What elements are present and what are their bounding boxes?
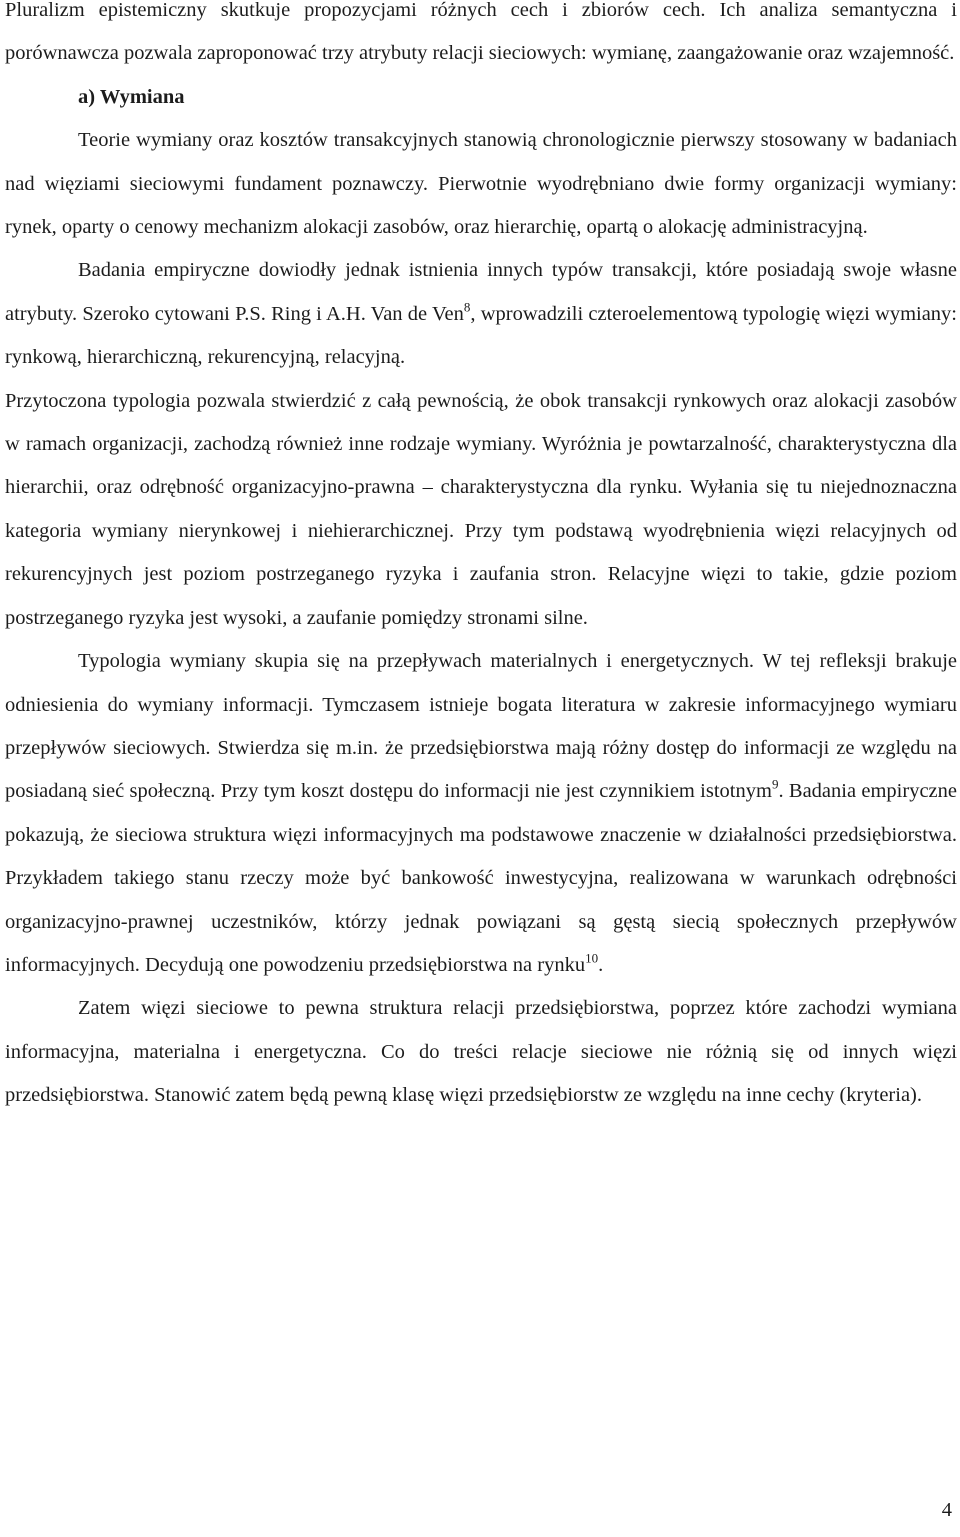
footnote-ref-9: 9	[771, 776, 779, 792]
paragraph-information-exchange	[5, 640, 957, 987]
paragraph-text: .	[598, 953, 604, 976]
paragraph-text: Typologia wymiany skupia się na przepływach materialnych i energetycznych. W tej refleksji brakuje odniesienia do wymiany informacji. Tymczasem istnieje bogata literatura w zakresie informacyjnego wymiaru przepływów sieciowych. Stwierdza się m.in. że przedsiębiorstwa mają różny dostęp do informacji ze względu na posiadaną sieć społeczną. Przy tym koszt dostępu do informacji nie jest czynnikiem istotnym	[5, 650, 957, 803]
paragraph-typology: Przytoczona typologia pozwala stwierdzić z całą pewnością, że obok transakcji rynkowych oraz alokacji zasobów w ramach organizacji, zachodzą również inne rodzaje wymiany. Wyróżnia je powtarzalność, charakterystyczna dla hierarchii, oraz odrębność organizacyjno-prawna – charakterystyczna dla rynku. Wyłania się tu niejednoznaczna kategoria wymiany nierynkowej i niehierarchicznej. Przy tym podstawą wyodrębnienia więzi relacyjnych od rekurencyjnych jest poziom postrzeganego ryzyka i zaufania stron. Relacyjne więzi to takie, gdzie poziom postrzeganego ryzyka jest wysoki, a zaufanie pomiędzy stronami silne.	[5, 389, 957, 629]
paragraph-text: , wprowadzili czteroelementową typologię więzi wymiany: rynkową, hierarchiczną, rekurencyjną, relacyjną.	[5, 302, 957, 369]
footnote-ref-8: 8	[463, 299, 471, 315]
paragraph-text: . Badania empiryczne pokazują, że sieciowa struktura więzi informacyjnych ma podstawowe znaczenie w działalności przedsiębiorstwa. Przykładem takiego stanu rzeczy może być bankowość inwestycyjna, realizowana w warunkach odrębności organizacyjno-prawnej uczestników, którzy jednak powiązani są gęstą siecią społecznych przepływów informacyjnych. Decydują one powodzeniu przedsiębiorstwa na rynku	[5, 780, 957, 976]
paragraph-empirical-research	[5, 249, 957, 379]
intro-paragraph: Pluralizm epistemiczny skutkuje propozycjami różnych cech i zbiorów cech. Ich analiza semantyczna i porównawcza pozwala zaproponować trzy atrybuty relacji sieciowych: wymianę, zaangażowanie oraz wzajemność.	[5, 0, 957, 65]
paragraph-conclusion: Zatem więzi sieciowe to pewna struktura relacji przedsiębiorstwa, poprzez które zachodzi wymiana informacyjna, materialna i energetyczna. Co do treści relacje sieciowe nie różnią się od innych więzi przedsiębiorstwa. Stanowić zatem będą pewną klasę więzi przedsiębiorstw ze względu na inne cechy (kryteria).	[5, 997, 957, 1107]
page-number: 4	[941, 1499, 952, 1521]
footnote-ref-10: 10	[585, 950, 599, 966]
section-heading: a) Wymiana	[78, 85, 185, 108]
paragraph-exchange-theories: Teorie wymiany oraz kosztów transakcyjnych stanowią chronologicznie pierwszy stosowany w badaniach nad więziami sieciowymi fundament poznawczy. Pierwotnie wyodrębniano dwie formy organizacji wymiany: rynek, oparty o cenowy mechanizm alokacji zasobów, oraz hierarchię, opartą o alokację administracyjną.	[5, 129, 957, 239]
paragraph-text: Badania empiryczne dowiodły jednak istnienia innych typów transakcji, które posiadają swoje własne atrybuty. Szeroko cytowani P.S. Ring i A.H. Van de Ven	[5, 259, 957, 325]
